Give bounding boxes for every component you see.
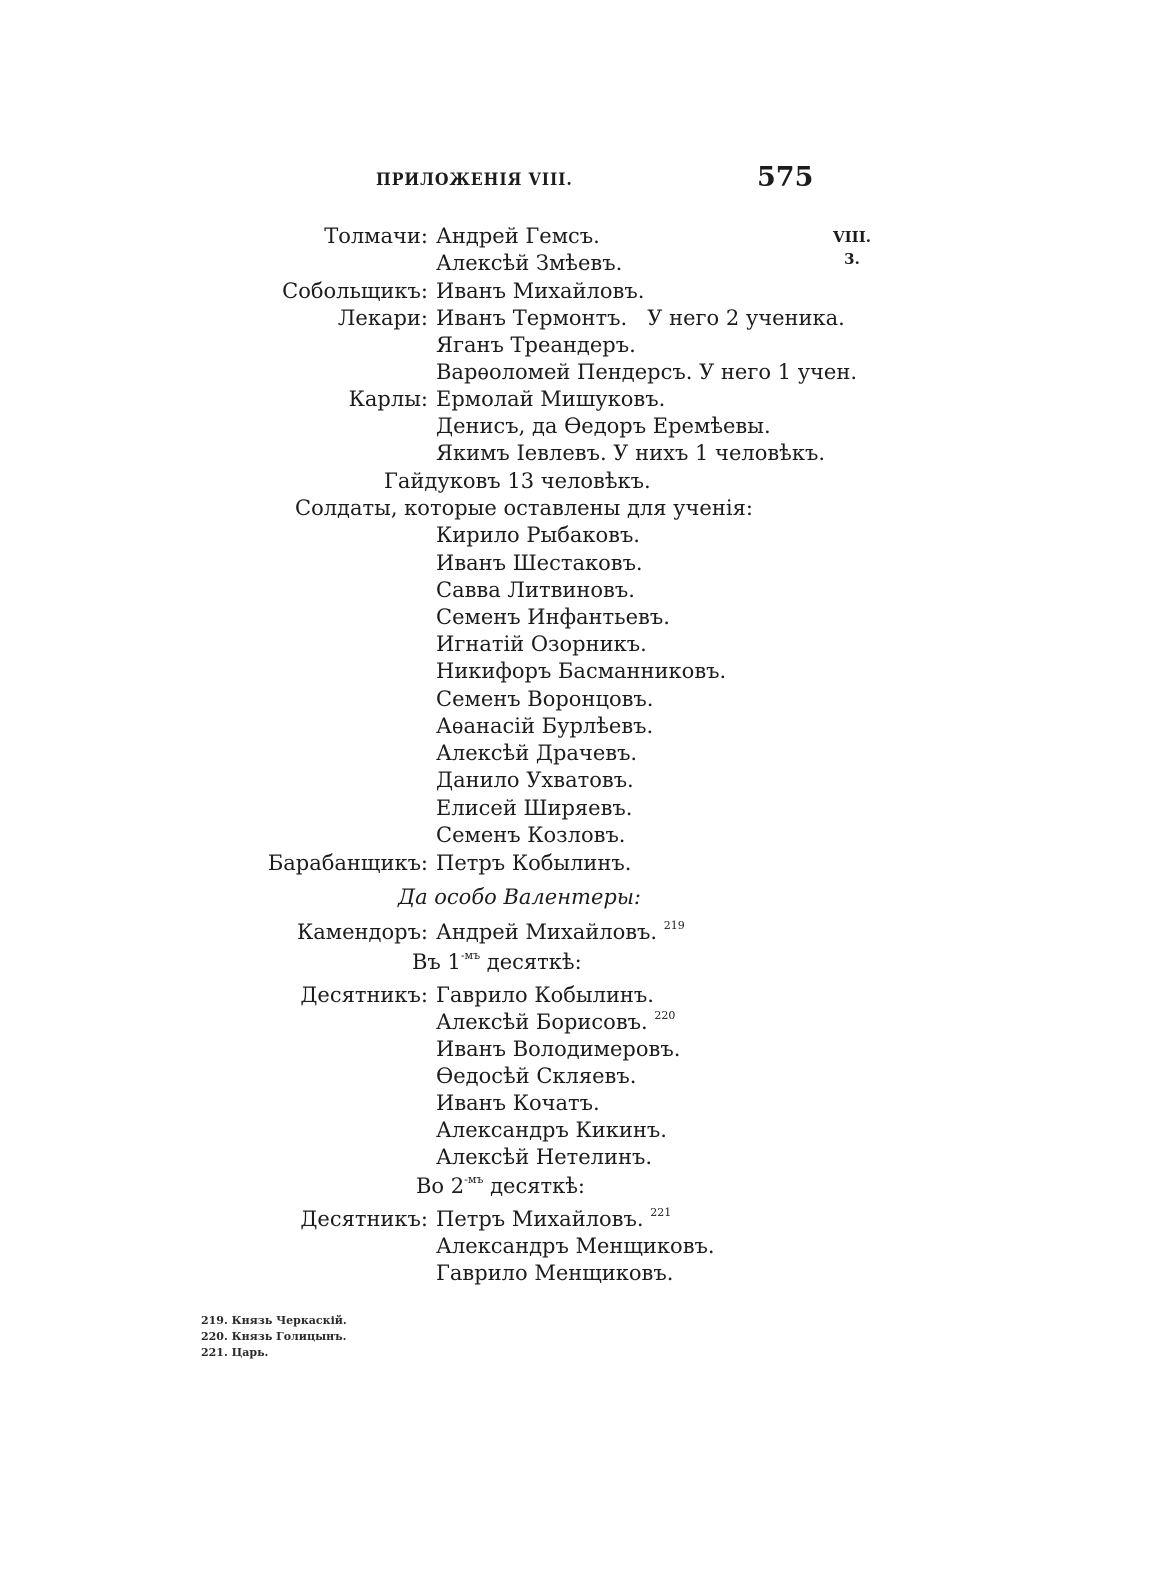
soldier-name: Семенъ Инфантьевъ. <box>436 605 670 629</box>
entry-line <box>0 1089 1174 1117</box>
entry-name: Денисъ, да Ѳедоръ Еремѣевы. <box>436 414 771 438</box>
entry-name: Гаврило Менщиковъ. <box>436 1261 674 1285</box>
entry-name: Алексѣй Змѣевъ. <box>436 251 623 275</box>
entry-label: Десятникъ: <box>300 1207 428 1231</box>
soldier-line <box>0 576 1174 604</box>
soldier-line <box>0 685 1174 713</box>
soldier-name: Семенъ Воронцовъ. <box>436 687 654 711</box>
footnote-marker: 220 <box>654 1009 676 1022</box>
soldier-line <box>0 630 1174 658</box>
entry-name: Андрей Гемсъ. <box>436 224 600 248</box>
margin-ref-section: VIII. <box>833 228 871 246</box>
entry-line <box>0 331 1174 359</box>
soldier-name: Иванъ Шестаковъ. <box>436 551 643 575</box>
entry-line <box>0 412 1174 440</box>
soldiers-heading: Солдаты, которые оставлены для ученія: <box>295 496 753 520</box>
entry-name: Якимъ Іевлевъ. У нихъ 1 человѣкъ. <box>436 441 826 465</box>
entry-name: Алексѣй Нетелинъ. <box>436 1145 653 1169</box>
soldier-line <box>0 521 1174 549</box>
footnote-marker: 221 <box>650 1206 672 1219</box>
entry-line <box>0 981 1174 1009</box>
soldier-name: Семенъ Козловъ. <box>436 823 626 847</box>
entry-line <box>0 358 1174 386</box>
haiduk-count: Гайдуковъ 13 человѣкъ. <box>384 469 651 493</box>
entry-label: Барабанщикъ: <box>267 851 428 875</box>
entry-line <box>0 1205 1174 1233</box>
entry-name: Ѳедосѣй Скляевъ. <box>436 1064 637 1088</box>
entry-line <box>0 222 1174 250</box>
entry-line <box>0 1259 1174 1287</box>
entry-label: Камендоръ: <box>297 920 428 944</box>
entry-name: Ермолай Мишуковъ. <box>436 387 666 411</box>
entry-name: Петръ Кобылинъ. <box>436 851 632 875</box>
entry-label: Собольщикъ: <box>282 279 428 303</box>
footnote: 221. Царь. <box>201 1346 269 1359</box>
entry-line <box>0 385 1174 413</box>
soldier-line <box>0 549 1174 577</box>
entry-line <box>0 1116 1174 1144</box>
footnotes <box>201 1313 347 1361</box>
entry-line <box>0 1232 1174 1260</box>
footnote-marker: 219 <box>663 919 685 932</box>
entry-line <box>0 1035 1174 1063</box>
soldier-name: Игнатій Озорникъ. <box>436 632 647 656</box>
soldier-name: Данило Ухватовъ. <box>436 768 634 792</box>
soldier-name: Елисей Ширяевъ. <box>436 796 633 820</box>
soldier-name: Савва Литвиновъ. <box>436 578 635 602</box>
entry-name: Александръ Менщиковъ. <box>436 1234 715 1258</box>
entry-name: Иванъ Термонтъ. У него 2 ученика. <box>436 306 845 330</box>
soldier-name: Алексѣй Драчевъ. <box>436 741 638 765</box>
soldier-name: Аѳанасій Бурлѣевъ. <box>436 714 654 738</box>
soldier-line <box>0 712 1174 740</box>
entry-line <box>0 1008 1174 1036</box>
entry-line <box>0 1062 1174 1090</box>
entry-name: Варѳоломей Пендерсъ. У него 1 учен. <box>436 360 858 384</box>
second-ten-heading: Во $2^{-мъ}$ десяткѣ: <box>416 1173 585 1198</box>
soldier-line <box>0 794 1174 822</box>
entry-label: Лекари: <box>337 306 428 330</box>
entry-name <box>436 918 685 946</box>
entry-line <box>0 948 1174 976</box>
soldier-line <box>0 739 1174 767</box>
entry-line <box>0 849 1174 877</box>
entry-name: Александръ Кикинъ. <box>436 1118 667 1142</box>
footnote: 220. Князь Голицынъ. <box>201 1330 347 1343</box>
entry-label: Толмачи: <box>324 224 428 248</box>
entry-name: Иванъ Кочатъ. <box>436 1091 600 1115</box>
volunteers-heading: Да особо Валентеры: <box>398 885 641 909</box>
commander-name: Андрей Михайловъ. <box>436 920 658 944</box>
entry-name: Яганъ Треандеръ. <box>436 333 636 357</box>
entry-name: Петръ Михайловъ. $^{221}$ <box>436 1206 672 1231</box>
entry-line <box>0 304 1174 332</box>
entry-line <box>0 439 1174 467</box>
soldier-line <box>0 603 1174 631</box>
entry-label: Карлы: <box>348 387 428 411</box>
soldier-name: Кирило Рыбаковъ. <box>436 523 640 547</box>
entry-line <box>0 918 1174 946</box>
entry-label: Десятникъ: <box>300 983 428 1007</box>
entry-line <box>0 494 1174 522</box>
entry-name: Гаврило Кобылинъ. <box>436 983 654 1007</box>
entry-name: Иванъ Володимеровъ. <box>436 1037 681 1061</box>
entry-name: Алексѣй Борисовъ. $^{220}$ <box>436 1009 676 1034</box>
entry-line <box>0 249 1174 277</box>
margin-ref-number: 3. <box>844 250 860 268</box>
entry-name: Иванъ Михайловъ. <box>436 279 645 303</box>
entry-line <box>0 277 1174 305</box>
entry-line <box>0 883 1174 911</box>
first-ten-heading: Въ $1^{-мъ}$ десяткѣ: <box>412 949 582 974</box>
running-head: ПРИЛОЖЕНІЯ VIII. <box>376 170 573 190</box>
entry-line <box>0 467 1174 495</box>
entry-line <box>0 1172 1174 1200</box>
page-number: 575 <box>757 162 814 193</box>
soldier-name: Никифоръ Басманниковъ. <box>436 659 727 683</box>
entry-line <box>0 1143 1174 1171</box>
footnote: 219. Князь Черкаскій. <box>201 1314 347 1327</box>
soldier-line <box>0 766 1174 794</box>
soldier-line <box>0 821 1174 849</box>
soldier-line <box>0 657 1174 685</box>
